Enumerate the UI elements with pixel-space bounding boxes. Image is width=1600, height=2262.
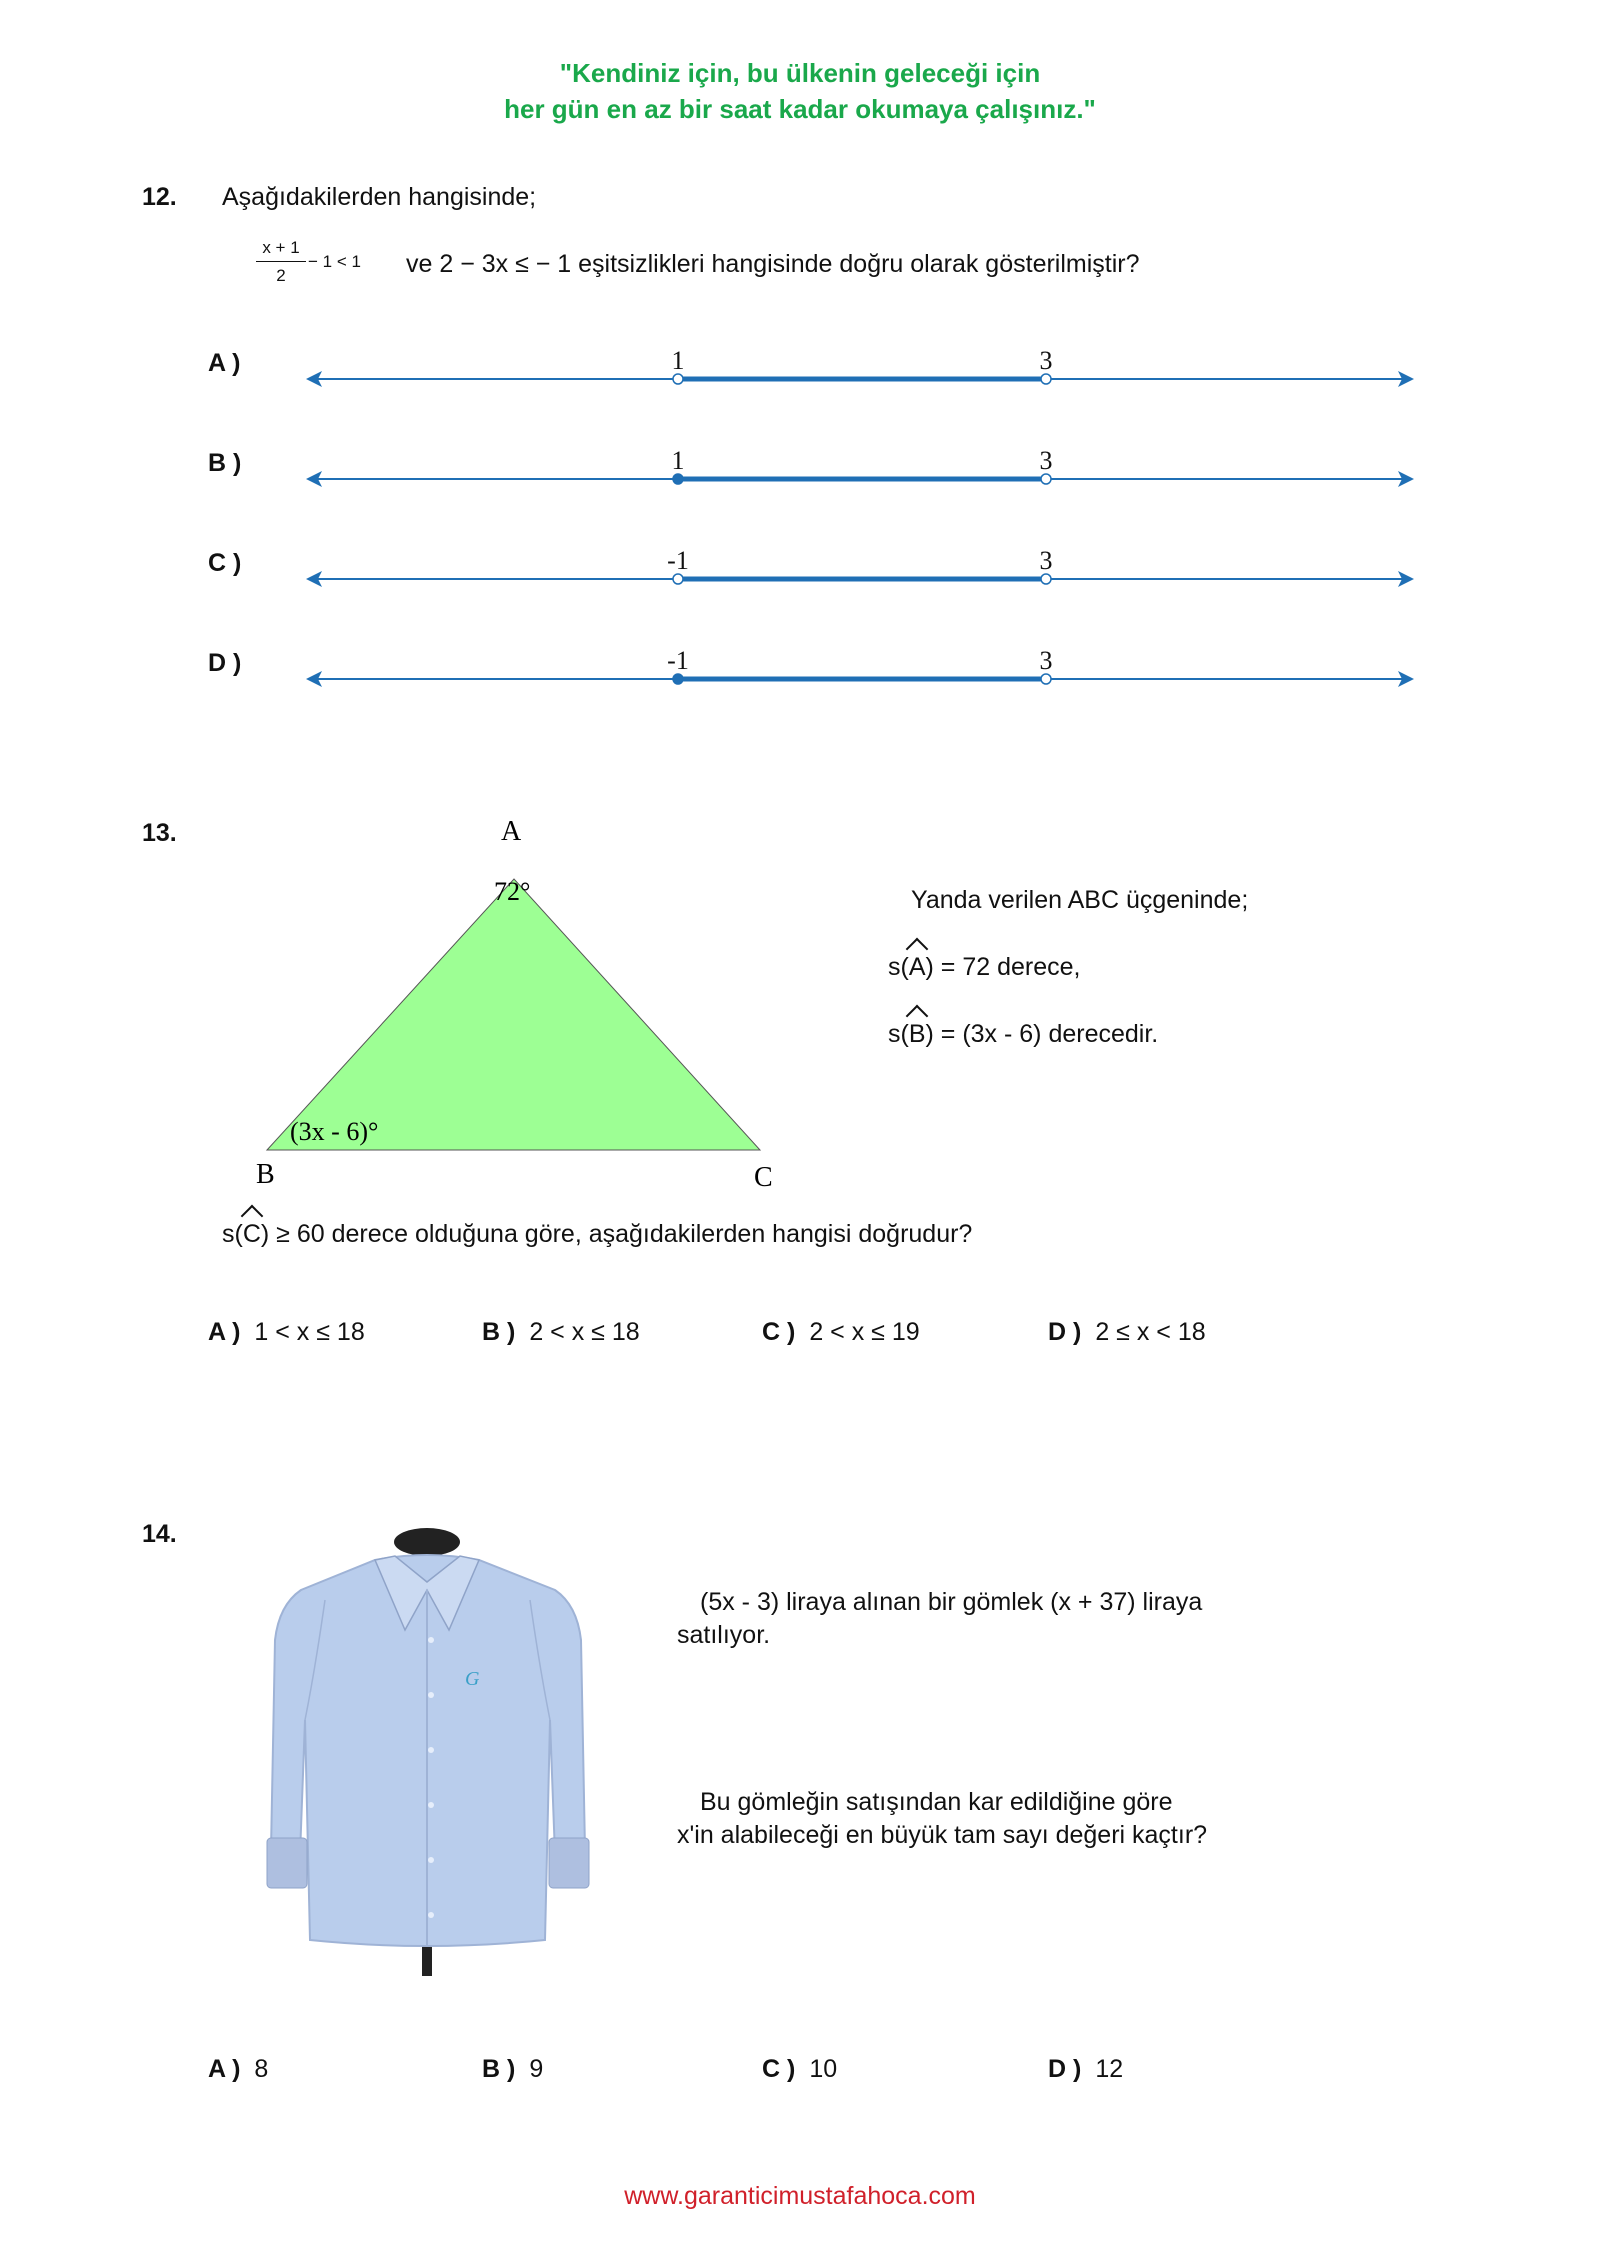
number-line-option-d [300, 629, 1420, 699]
fraction-bar [256, 261, 306, 262]
question-13-condition: s(C) ≥ 60 derece olduğuna göre, aşağıdakilerden hangisi doğrudur? [222, 1220, 973, 1248]
option-text: 2 < x ≤ 18 [529, 1318, 640, 1346]
triangle-abc [267, 879, 760, 1150]
option-label: A ) [208, 2055, 241, 2083]
option-label: D ) [1048, 2055, 1082, 2083]
fraction-rest: − 1 < 1 [308, 252, 361, 271]
option-text: 8 [254, 2055, 269, 2083]
number-line-option-c [300, 529, 1420, 599]
option-label: B ) [482, 1318, 516, 1346]
q13-option-d[interactable] [1048, 1318, 1206, 1347]
left-endpoint-label: -1 [667, 646, 689, 675]
triangle-intro-text: Yanda verilen ABC üçgeninde; [911, 886, 1249, 914]
angle-b-label: (3x - 6)° [290, 1117, 379, 1146]
fraction-numerator: x + 1 [262, 238, 300, 257]
fraction-denominator: 2 [276, 266, 286, 285]
right-endpoint-open [1041, 674, 1051, 684]
question-12-option-label: C ) [208, 549, 242, 577]
question-14-text-1b: satılıyor. [677, 1621, 771, 1649]
angle-c-hat: C [242, 1220, 261, 1248]
question-12-number: 12. [142, 183, 177, 211]
option-label: A ) [208, 1318, 241, 1346]
angle-b-hat: B [908, 1020, 926, 1048]
question-12-intro: Aşağıdakilerden hangisinde; [222, 183, 537, 211]
svg-text:G: G [465, 1668, 480, 1690]
left-endpoint-label: 1 [671, 446, 685, 475]
question-12-statement: ve 2 − 3x ≤ − 1 eşitsizlikleri hangisinde doğru olarak gösterilmiştir? [406, 250, 1140, 278]
q13-option-c[interactable] [762, 1318, 920, 1347]
right-endpoint-label: 3 [1039, 446, 1053, 475]
option-label: D ) [1048, 1318, 1082, 1346]
question-14-text-1a: (5x - 3) liraya alınan bir gömlek (x + 37) liraya [700, 1588, 1203, 1616]
q14-option-d[interactable] [1048, 2055, 1123, 2084]
option-text: 1 < x ≤ 18 [254, 1318, 365, 1346]
left-endpoint-closed [673, 474, 683, 484]
right-endpoint-label: 3 [1039, 646, 1053, 675]
angle-a-statement: s(A) = 72 derece, [888, 953, 1081, 981]
left-endpoint-label: 1 [671, 346, 685, 375]
q14-option-a[interactable] [208, 2055, 268, 2084]
question-12-option-label: B ) [208, 449, 242, 477]
right-endpoint-open [1041, 574, 1051, 584]
option-text: 10 [809, 2055, 838, 2083]
angle-b-statement: s(B) = (3x - 6) derecedir. [888, 1020, 1159, 1048]
left-endpoint-label: -1 [667, 546, 689, 575]
vertex-b-label: B [256, 1159, 275, 1190]
option-text: 12 [1095, 2055, 1124, 2083]
angle-a-hat: A [908, 953, 926, 981]
q14-option-c[interactable] [762, 2055, 837, 2084]
triangle-figure [240, 800, 800, 1210]
right-endpoint-open [1041, 374, 1051, 384]
question-12-option-label: A ) [208, 349, 241, 377]
option-text: 9 [529, 2055, 544, 2083]
left-endpoint-open [673, 574, 683, 584]
option-label: C ) [762, 2055, 796, 2083]
footer-url: www.garanticimustafahoca.com [624, 2182, 976, 2210]
shirt-image [255, 1520, 600, 1980]
motto-line-1: "Kendiniz için, bu ülkenin geleceği için [559, 58, 1041, 88]
q13-option-b[interactable] [482, 1318, 640, 1347]
left-endpoint-closed [673, 674, 683, 684]
question-14-text-2b: x'in alabileceği en büyük tam sayı değeri kaçtır? [677, 1821, 1208, 1849]
number-line-option-a [300, 329, 1420, 399]
question-13-number: 13. [142, 819, 177, 847]
right-endpoint-label: 3 [1039, 546, 1053, 575]
q14-option-b[interactable] [482, 2055, 543, 2084]
angle-a-label: 72° [494, 877, 531, 906]
question-12-option-label: D ) [208, 649, 242, 677]
option-label: B ) [482, 2055, 516, 2083]
number-line-option-b [300, 429, 1420, 499]
option-text: 2 < x ≤ 19 [809, 1318, 920, 1346]
right-endpoint-label: 3 [1039, 346, 1053, 375]
right-endpoint-open [1041, 474, 1051, 484]
question-14-text-2a: Bu gömleğin satışından kar edildiğine göre [700, 1788, 1173, 1816]
q13-option-a[interactable] [208, 1318, 365, 1347]
option-label: C ) [762, 1318, 796, 1346]
vertex-c-label: C [754, 1162, 773, 1193]
vertex-a-label: A [501, 816, 522, 847]
question-14-number: 14. [142, 1520, 177, 1548]
option-text: 2 ≤ x < 18 [1095, 1318, 1206, 1346]
left-endpoint-open [673, 374, 683, 384]
motto-line-2: her gün en az bir saat kadar okumaya çalışınız." [504, 94, 1096, 124]
